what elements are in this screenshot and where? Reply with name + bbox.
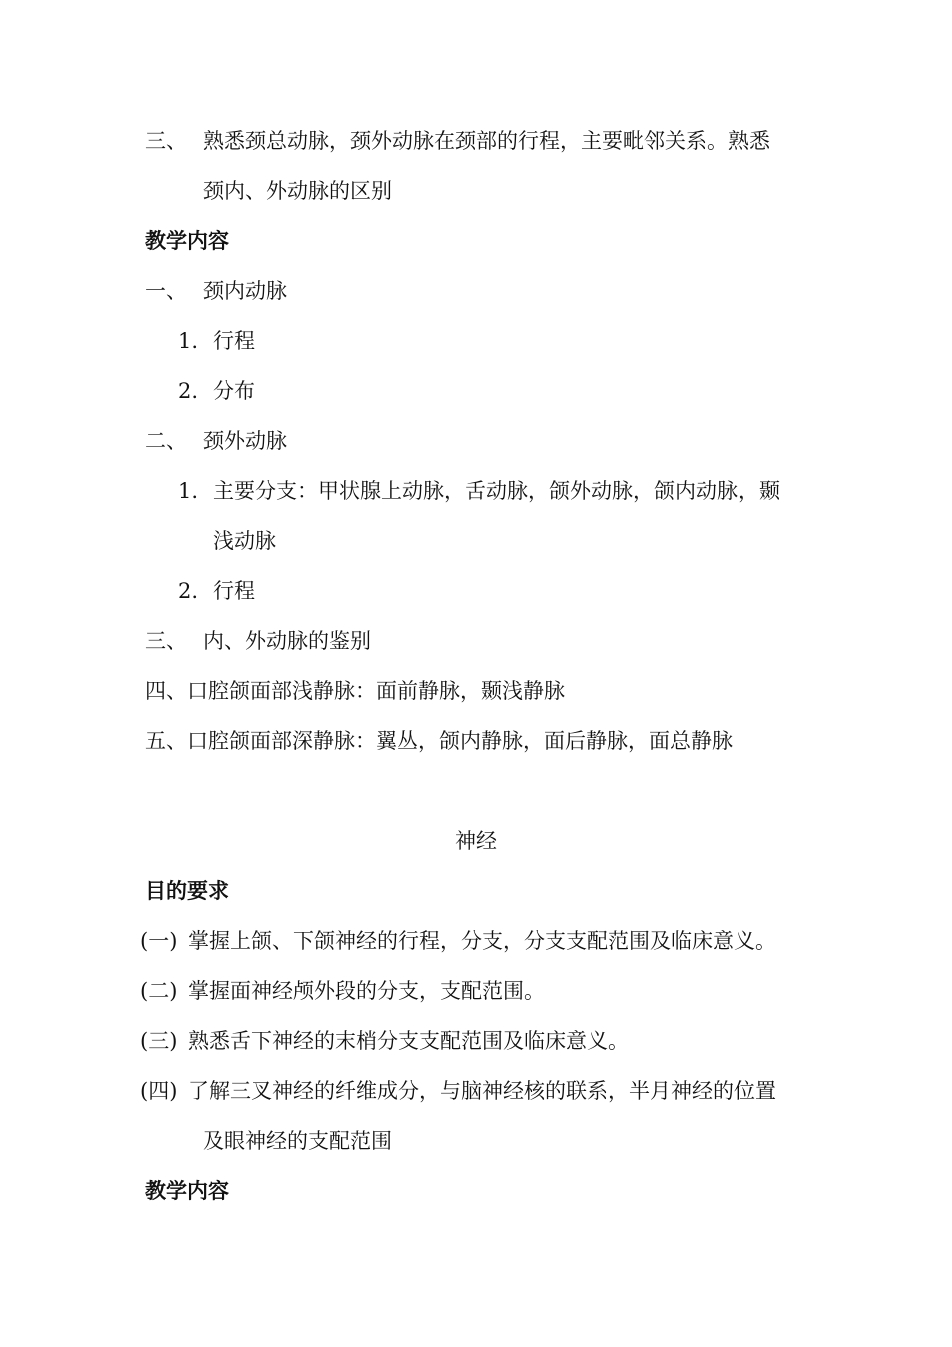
item-number: (二) [140,979,178,1003]
sub-item-text: 主要分支：甲状腺上动脉，舌动脉，颌外动脉，颌内动脉，颞 [213,479,780,503]
item-number: (一) [140,929,178,953]
item-number: 三、 [145,129,187,153]
section-heading: 目的要求 [145,878,229,903]
item-text: 掌握面神经颅外段的分支，支配范围。 [188,979,545,1003]
item-text: 掌握上颌、下颌神经的行程，分支，分支支配范围及临床意义。 [188,929,776,953]
sub-item-number: 2. [178,379,199,403]
item-text: 五、口腔颌面部深静脉：翼丛，颌内静脉，面后静脉，面总静脉 [145,729,733,753]
sub-item-number: 2. [178,579,199,603]
item-text: 四、口腔颌面部浅静脉：面前静脉，颞浅静脉 [145,679,565,703]
item-text: 熟悉舌下神经的末梢分支支配范围及临床意义。 [188,1029,629,1053]
item-text: 内、外动脉的鉴别 [203,629,371,653]
sub-item-number: 1. [178,479,199,503]
list-item [145,127,187,155]
item-text-continued: 及眼神经的支配范围 [203,1129,392,1153]
item-text: 颈内动脉 [203,279,287,303]
item-number: (四) [140,1079,178,1103]
item-text: 熟悉颈总动脉，颈外动脉在颈部的行程，主要毗邻关系。熟悉 [203,129,770,153]
item-text: 颈外动脉 [203,429,287,453]
sub-item-text-continued: 浅动脉 [213,529,276,553]
item-number: 一、 [145,279,187,303]
section-heading: 教学内容 [145,228,229,253]
section-heading: 教学内容 [145,1178,229,1203]
sub-item-text: 行程 [213,579,255,603]
item-text: 了解三叉神经的纤维成分，与脑神经核的联系，半月神经的位置 [188,1079,776,1103]
sub-item-text: 行程 [213,329,255,353]
item-number: 三、 [145,629,187,653]
item-number: 二、 [145,429,187,453]
item-text-continued: 颈内、外动脉的区别 [203,179,392,203]
item-number: (三) [140,1029,178,1053]
sub-item-text: 分布 [213,379,255,403]
page-title: 神经 [455,829,497,853]
sub-item-number: 1. [178,329,199,353]
